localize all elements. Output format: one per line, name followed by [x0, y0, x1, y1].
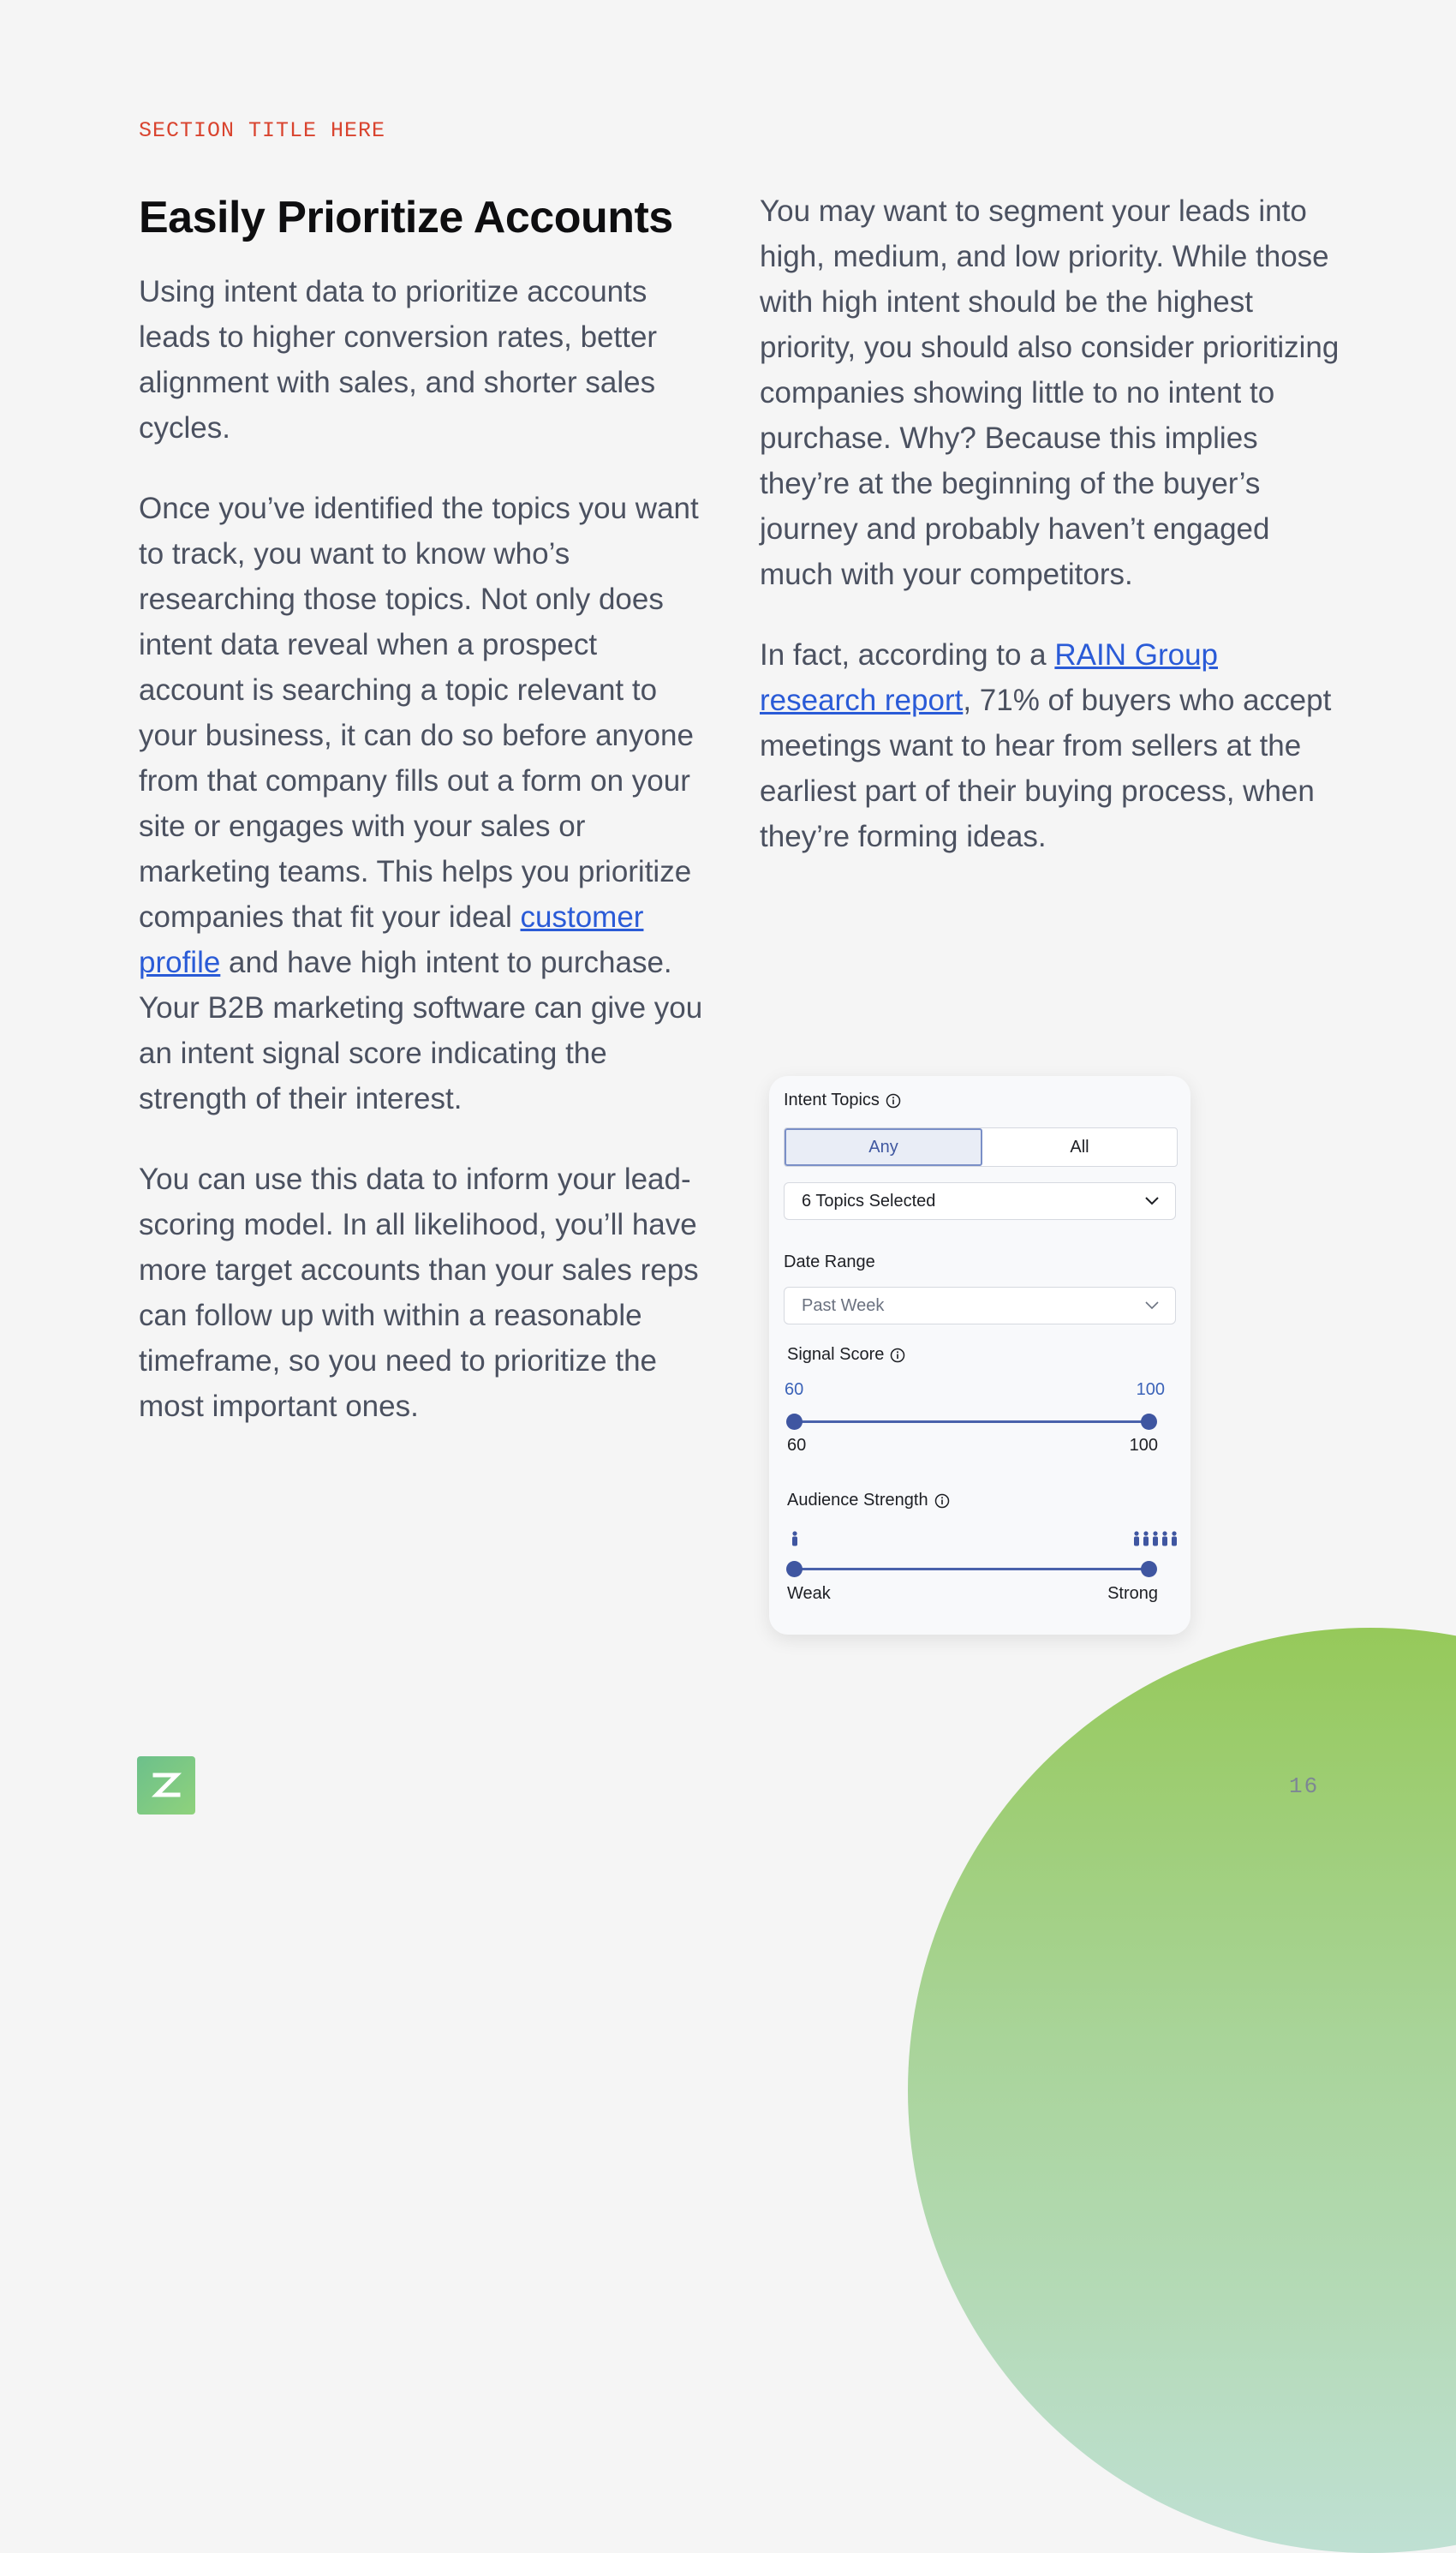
any-all-toggle: [784, 1127, 1178, 1167]
weak-label: Weak: [787, 1584, 831, 1603]
date-range-label: Date Range: [784, 1253, 875, 1271]
strong-label: Strong: [1107, 1584, 1158, 1603]
signal-score-label: Signal Score: [787, 1345, 905, 1365]
info-icon[interactable]: [890, 1348, 905, 1363]
person-icon: [791, 1531, 798, 1546]
audience-weak-handle[interactable]: [786, 1561, 803, 1577]
logo-z-icon: [150, 1769, 182, 1802]
info-icon[interactable]: [886, 1093, 901, 1109]
signal-min-value: 60: [787, 1436, 807, 1455]
person-icon: [1161, 1531, 1168, 1546]
topics-select-value: 6 Topics Selected: [802, 1191, 936, 1211]
toggle-any-button[interactable]: Any: [785, 1128, 982, 1166]
decorative-green-circle: [908, 1628, 1456, 2553]
page-number: 16: [1289, 1773, 1320, 1799]
signal-min-readout: 60: [785, 1380, 804, 1399]
left-column: [139, 269, 704, 1464]
weak-audience-icon: [791, 1531, 798, 1546]
intent-topics-label: Intent Topics: [784, 1091, 901, 1110]
right-paragraph-1: You may want to segment your leads into high, medium, and low priority. While those with high intent should be the highest priority, you should also consider prioritizing companies showing little to no intent to purchase. Why? Because this implies they’re at the beginning of the buyer’s journey and probably haven’t engaged much with your competitors.: [760, 194, 1340, 591]
signal-max-value: 100: [1129, 1436, 1158, 1455]
audience-strength-label: Audience Strength: [787, 1491, 950, 1510]
audience-strong-handle[interactable]: [1141, 1561, 1157, 1577]
date-range-select[interactable]: [784, 1287, 1176, 1324]
section-title: SECTION TITLE HERE: [139, 118, 386, 143]
intent-filter-card: [769, 1076, 1190, 1635]
signal-min-handle[interactable]: [786, 1414, 803, 1430]
person-icon: [1143, 1531, 1149, 1546]
left-paragraph-1: Using intent data to prioritize accounts leads to higher conversion rates, better alignment with sales, and shorter sales cycles.: [139, 275, 658, 445]
right-paragraph-2: In fact, according to a RAIN Group research report, 71% of buyers who accept meetings want to hear from sellers at the earliest part of their buying process, when they’re forming ideas.: [760, 638, 1332, 853]
signal-score-track: [795, 1420, 1149, 1423]
info-icon[interactable]: [934, 1493, 950, 1509]
chevron-down-icon: [1144, 1300, 1160, 1311]
left-paragraph-3: You can use this data to inform your lead-scoring model. In all likelihood, you’ll have more target accounts than your sales reps can follow up with within a reasonable timeframe, so you need to prioritize the most important ones.: [139, 1163, 699, 1423]
person-icon: [1171, 1531, 1178, 1546]
customer-profile-link[interactable]: customer profile: [139, 900, 644, 979]
toggle-all-button[interactable]: All: [1070, 1137, 1089, 1157]
strong-audience-icon: [1133, 1531, 1178, 1546]
person-icon: [1133, 1531, 1140, 1546]
date-range-value: Past Week: [802, 1295, 885, 1315]
left-paragraph-2: Once you’ve identified the topics you want to track, you want to know who’s researching those topics. Not only does intent data reveal when a prospect account is searching a topic relevant to your business, it can do so before anyone from that company fills out a form on your site or engages with your sales or marketing teams. This helps you prioritize companies that fit your ideal customer profile and have high intent to purchase. Your B2B marketing software can give you an intent signal score indicating the strength of their interest.: [139, 492, 703, 1115]
zoominfo-logo: [137, 1756, 195, 1815]
rain-group-report-link[interactable]: RAIN Group research report: [760, 638, 1218, 717]
page-title: Easily Prioritize Accounts: [139, 193, 673, 242]
person-icon: [1152, 1531, 1159, 1546]
topics-select[interactable]: [784, 1182, 1176, 1220]
signal-max-readout: 100: [1136, 1380, 1165, 1399]
right-column: [760, 188, 1342, 894]
chevron-down-icon: [1144, 1196, 1160, 1206]
signal-max-handle[interactable]: [1141, 1414, 1157, 1430]
audience-strength-track: [795, 1568, 1149, 1570]
